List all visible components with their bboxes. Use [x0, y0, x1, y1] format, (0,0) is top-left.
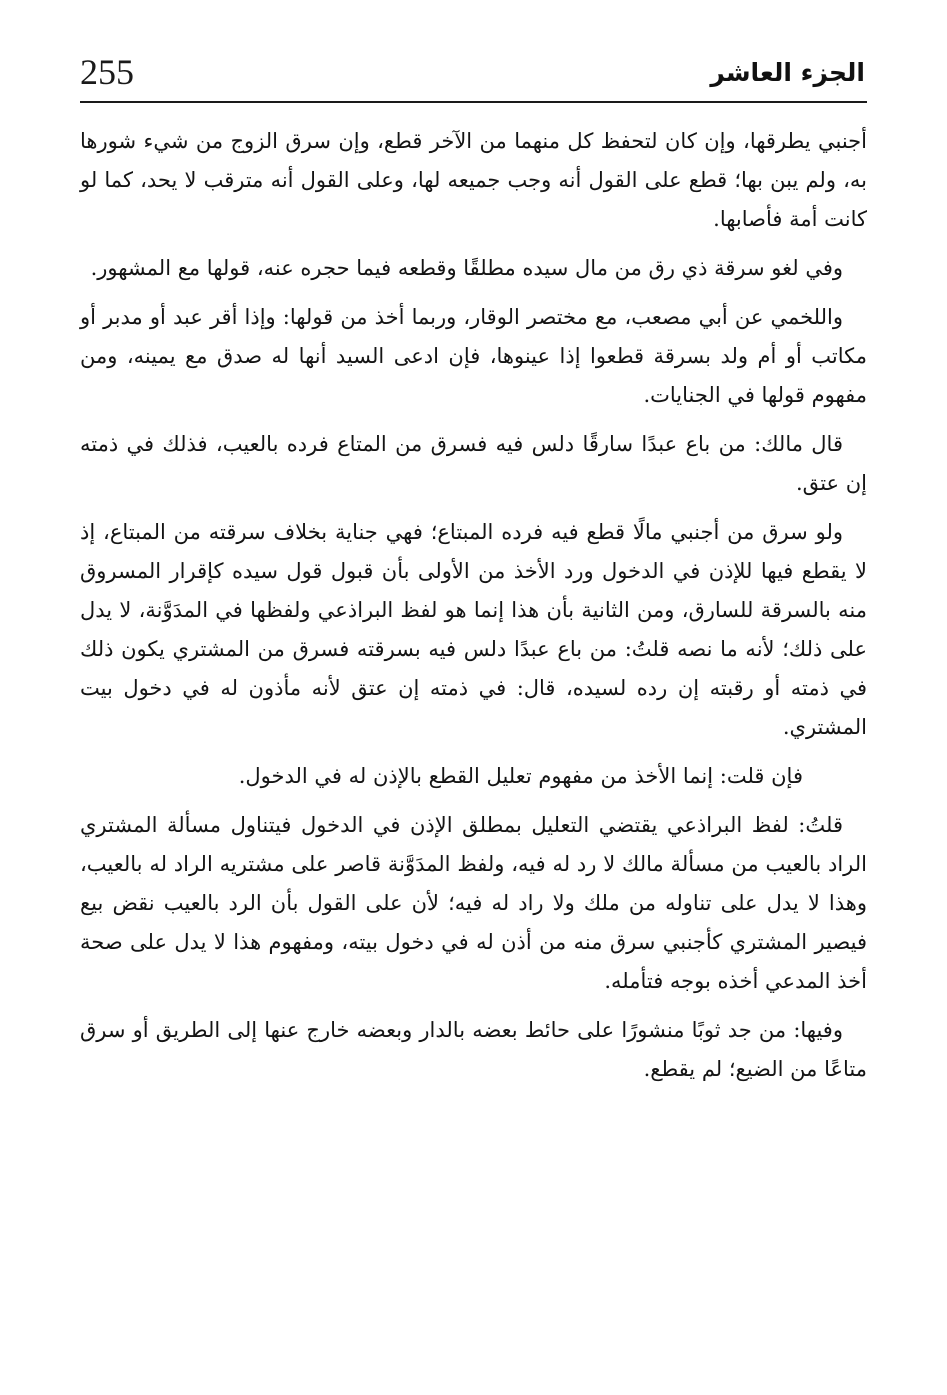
page-header [80, 52, 867, 98]
header-divider [80, 101, 867, 103]
paragraph-question: فإن قلت: إنما الأخذ من مفهوم تعليل القطع بالإذن له في الدخول. [238, 764, 803, 788]
running-title: الجزء العاشر [710, 58, 865, 87]
paragraph: ولو سرق من أجنبي مالًا قطع فيه فرده المبتاع؛ فهي جناية بخلاف سرقته من المبتاع، إذ لا يقطع فيها للإذن في الدخول ورد الأخذ من الأولى بأن قبول قول سيده كإقرار المسروق منه بالسرقة للسارق، ومن الثانية بأن هذا إنما هو لفظ البراذعي ولفظها في المدَوَّنة، لا يدل على ذلك؛ لأنه ما نصه قلتُ: من باع عبدًا دلس فيه بسرقته فسرق من المشتري يكون ذلك في ذمته أو رقبته إن رده لسيده، قال: في ذمته إن عتق لأنه مأذون له في دخول بيت المشتري. [80, 520, 867, 739]
page-number: 255 [80, 52, 134, 92]
paragraph: قال مالك: من باع عبدًا سارقًا دلس فيه فسرق من المتاع فرده بالعيب، فذلك في ذمته إن عتق. [80, 432, 867, 495]
paragraph-answer: قلتُ: لفظ البراذعي يقتضي التعليل بمطلق الإذن في الدخول فيتناول مسألة المشتري الراد بالعيب من مسألة مالك لا رد له فيه، ولفظ المدَوَّنة قاصر على مشتريه الراد له بالعيب، وهذا لا يدل على تناوله من ملك ولا راد له فيه؛ لأن على القول بأن الرد بالعيب نقض بيع فيصير المشتري كأجنبي سرق منه من أذن له في دخول بيته، ومفهوم هذا لا يدل على صحة أخذ المدعي أخذه بوجه فتأمله. [80, 813, 867, 993]
paragraph: وفي لغو سرقة ذي رق من مال سيده مطلقًا وقطعه فيما حجره عنه، قولها مع المشهور. [90, 256, 843, 280]
paragraph: وفيها: من جد ثوبًا منشورًا على حائط بعضه بالدار وبعضه خارج عنها إلى الطريق أو سرق متاعًا من الضيع؛ لم يقطع. [80, 1018, 867, 1081]
body-text [80, 122, 867, 1099]
paragraph: واللخمي عن أبي مصعب، مع مختصر الوقار، وربما أخذ من قولها: وإذا أقر عبد أو مدبر أو مكاتب أو أم ولد بسرقة قطعوا إذا عينوها، فإن ادعى السيد أنها له صدق مع يمينه، ومن مفهوم قولها في الجنايات. [80, 305, 867, 407]
paragraph-continuation: أجنبي يطرقها، وإن كان لتحفظ كل منهما من الآخر قطع، وإن سرق الزوج من شيء شورها به، ولم يبن بها؛ قطع على القول أنه وجب جميعه لها، وعلى القول أنه مترقب لا يحد، كما لو كانت أمة فأصابها. [80, 129, 868, 231]
